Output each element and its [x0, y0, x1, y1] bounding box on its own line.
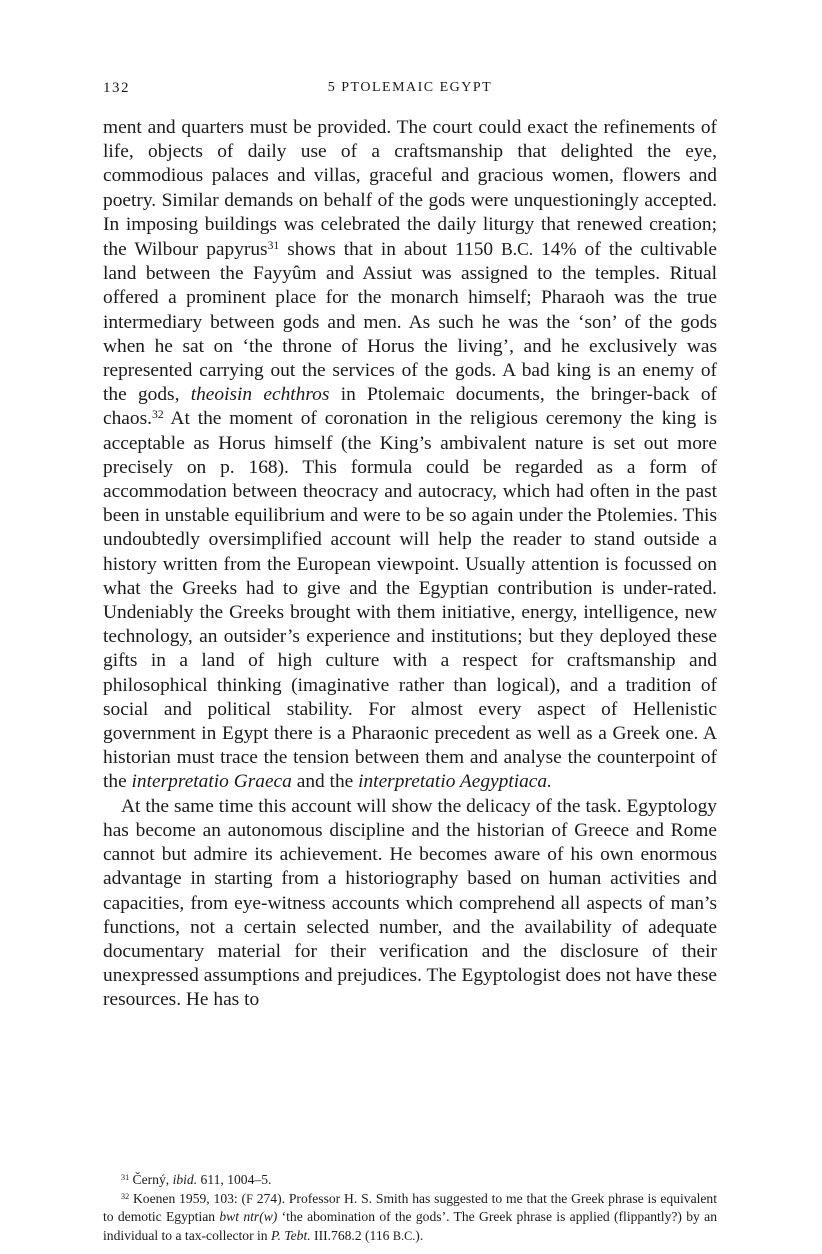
term-interpretatio-aegyptiaca: interpretatio Aegyptiaca. [358, 771, 552, 793]
text-run: and the [291, 771, 359, 793]
demotic-term: bwt ntr(w) [219, 1209, 278, 1224]
ibid-abbrev: ibid. [172, 1172, 198, 1187]
term-interpretatio-graeca: interpretatio Graeca [131, 771, 292, 793]
text-run: 611, 1004–5. [197, 1172, 272, 1187]
text-run: 274). Professor H. S. Smith has suggested to me that the Greek phrase is equivalent to demotic Egyptian [103, 1190, 717, 1224]
running-head: 5 PTOLEMAIC EGYPT [327, 80, 493, 95]
era-abbrev: B.C. [392, 1228, 416, 1243]
papyrus-ref: P. Tebt. [270, 1227, 311, 1243]
text-run: At the moment of coronation in the religious ceremony the king is acceptable as Horus himself (the King’s ambivalent nature is set out more precisely on p. 168). This formula could be regarded as a form of accommodation between theocracy and autocracy, which had often in the past been in unstable equilibrium and were to be so again under the Ptolemies. This undoubtedly oversimplified account will help the reader to stand outside a history written from the European viewpoint. Usually attention is focussed on what the Greeks had to give and the Egyptian contribution is under-rated. Undeniably the Greeks brought with them initiative, energy, intelligence, new technology, an outsider’s experience and institutions; but they deployed these gifts in a land of high culture with a respect for craftsmanship and philosophical thinking (imaginative rather than logical), and a tradition of social and political stability. For almost every aspect of Hellenistic government in Egypt there is a Pharaonic precedent as well as a Greek one. A historian must trace the tension between them and analyse the counterpoint of the [103, 408, 717, 793]
text-run: III.768.2 (116 [310, 1227, 393, 1243]
footnote-number: 31 [121, 1172, 130, 1182]
text-run: ment and quarters must be provided. The court could exact the refinements of life, objects of daily use of a craftsmanship that delighted the eye, commodious palaces and villas, graceful and gracious women, flowers and poetry. Similar demands on behalf of the gods were unquestioningly accepted. In imposing buildings was celebrated the daily liturgy that renewed creation; the Wilbour papyrus [103, 117, 717, 261]
page-header [103, 80, 717, 102]
footnote-ref-32[interactable]: 32 [152, 408, 164, 422]
paragraph-2: At the same time this account will show the delicacy of the task. Egyptology has become an autonomous discipline and the historian of Greece and Rome cannot but admire its achievement. He becomes aware of his own enormous advantage in starting from a historiography based on human activities and capacities, from eye-witness accounts which comprehend all aspects of man’s functions, not a certain selected number, and the availability of adequate documentary material for their verification and the disclosure of their unexpressed assumptions and prejudices. The Egyptologist does not have these resources. He has to [103, 795, 717, 1011]
era-abbrev: B.C. [501, 239, 534, 260]
footnote-ref-31[interactable]: 31 [267, 239, 280, 253]
text-run: Černý, [129, 1172, 173, 1187]
text-run: ). [415, 1227, 424, 1243]
footnote-31 [103, 1171, 717, 1190]
page-number: 132 [103, 80, 130, 96]
text-run: ‘the abomination of the gods’. The Greek phrase is applied (flippantly?) by an individual to a tax-collector in [103, 1209, 717, 1243]
footnote-32 [103, 1190, 717, 1246]
text-run: in Ptolemaic documents, the bringer-back of chaos. [103, 384, 717, 430]
greek-term-theoisin-echthros: theoisin echthros [190, 384, 330, 406]
text-run: 14% of the cultivable land between the Fayyûm and Assiut was assigned to the temples. Ritual offered a prominent place for the monarch himself; Pharaoh was the true intermediary between gods and men. As such he was the ‘son’ of the gods when he sat on ‘the throne of Horus the living’, and he exclusively was represented carrying out the services of the gods. A bad king is an enemy of the gods, [103, 239, 717, 406]
footnote-number: 32 [121, 1191, 130, 1201]
footnotes [103, 1171, 717, 1245]
paragraph-1 [103, 116, 717, 795]
ref-abbrev: F [246, 1191, 253, 1206]
body-text [103, 116, 717, 1013]
text-run: shows that in about 1150 [279, 239, 502, 261]
text-run: Koenen 1959, 103: ( [129, 1190, 247, 1206]
